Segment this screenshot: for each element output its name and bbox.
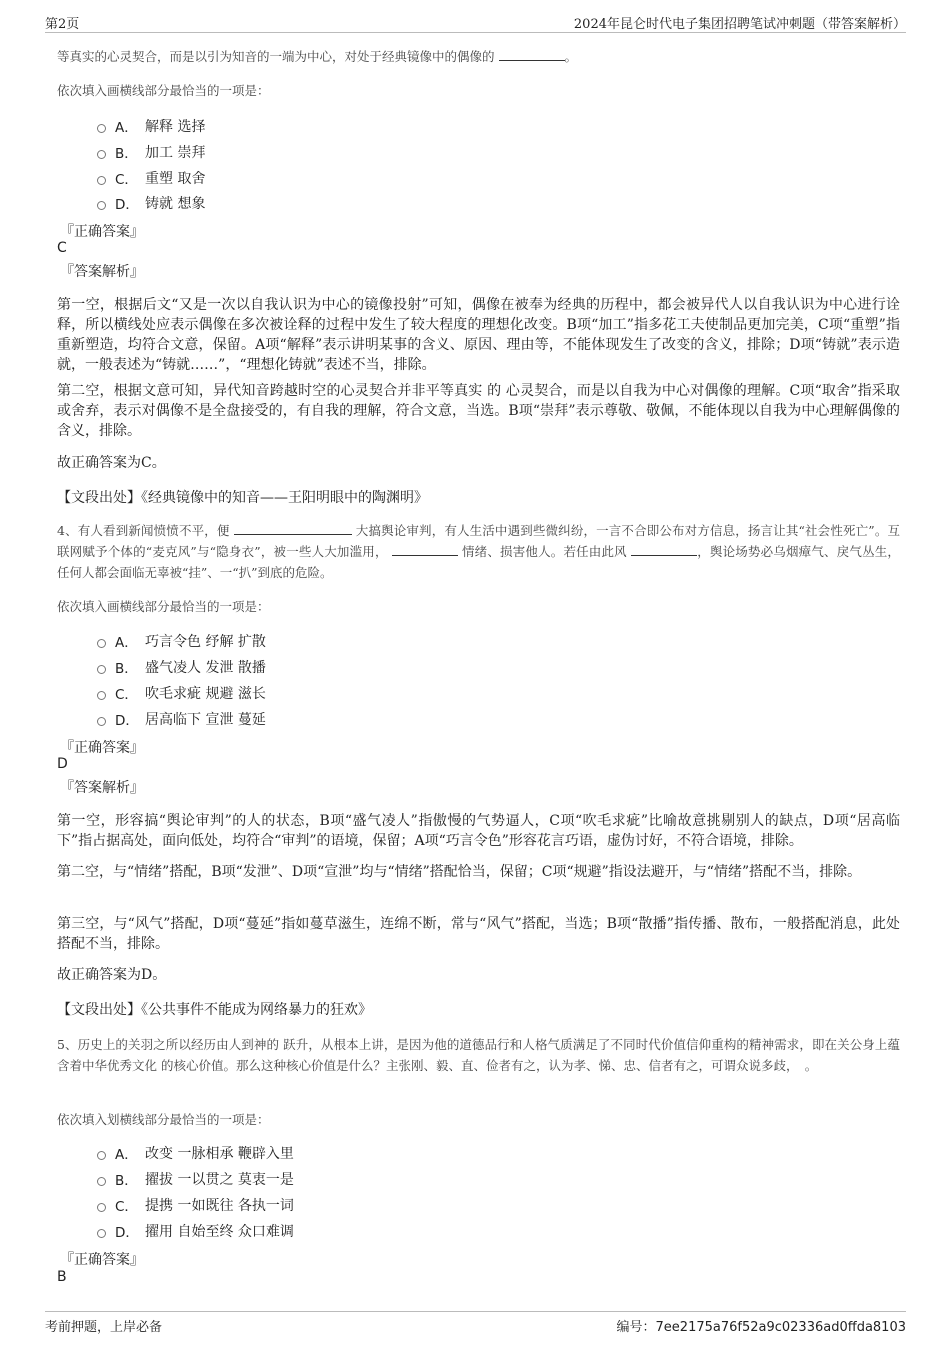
q3-analysis-p2: 第二空，根据文意可知，异代知音跨越时空的心灵契合并非平等真实 的 心灵契合，而是以自我为中心对偶像的理解。C项“取舍”指采取或舍弃，表示对偶像不是全盘接受的，有自我的理解，符合文意，当选。B项“崇拜”表示尊敬、敬佩，不能体现以自我为中心理解偶像的含义，排除。 [57, 383, 900, 439]
page-footer [45, 1311, 906, 1336]
q3-conclusion: 故正确答案为C。 [57, 455, 166, 471]
q3-source: 【文段出处】《经典镜像中的知音——王阳明眼中的陶渊明》 [57, 490, 428, 506]
q4-option-b[interactable]: B． 盛气凌人 发泄 散播 [97, 657, 266, 677]
document-title: 2024年昆仑时代电子集团招聘笔试冲刺题（带答案解析） [573, 17, 906, 32]
q5-answer-label: 『正确答案』 [60, 1252, 144, 1268]
footer-slogan: 考前押题，上岸必备 [45, 1320, 163, 1335]
radio-icon[interactable] [97, 717, 106, 726]
radio-icon[interactable] [97, 1203, 106, 1212]
q4-analysis-p3: 第三空，与“风气”搭配，D项“蔓延”指如蔓草滋生，连绵不断，常与“风气”搭配，当选；B项“散播”指传播、散布，一般搭配消息，此处搭配不当，排除。 [57, 916, 900, 952]
q3-passage-tail: 等真实的心灵契合，而是以引为知音的一端为中心，对处于经典镜像中的偶像的 。 [57, 49, 578, 64]
q5-option-a[interactable]: A． 改变 一脉相承 鞭辟入里 [97, 1143, 294, 1163]
q3-option-c[interactable]: C． 重塑 取舍 [97, 168, 205, 188]
q4-option-d[interactable]: D． 居高临下 宣泄 蔓延 [97, 709, 266, 729]
radio-icon[interactable] [97, 1177, 106, 1186]
q4-passage: 4、有人看到新闻愤愤不平，便 大搞舆论审判，有人生活中遇到些微纠纷，一言不合即公布对方信息，扬言让其“社会性死亡”。互联网赋予个体的“麦克风”与“隐身衣”，被一些人大加滥用， 情绪、损害他人。若任由此风 ，舆论场势必乌烟瘴气、戾气丛生，任何人都会面临无辜被“挂”、一“扒”到底的危险。 [57, 523, 900, 580]
answer-blank [631, 542, 697, 556]
radio-icon[interactable] [97, 176, 106, 185]
q5-prompt: 依次填入划横线部分最恰当的一项是： [57, 1112, 270, 1127]
radio-icon[interactable] [97, 1229, 106, 1238]
page-number: 第2页 [45, 17, 80, 32]
q4-prompt: 依次填入画横线部分最恰当的一项是： [57, 599, 270, 614]
radio-icon[interactable] [97, 665, 106, 674]
radio-icon[interactable] [97, 691, 106, 700]
q4-analysis-p1: 第一空，形容搞“舆论审判”的人的状态，B项“盛气凌人”指傲慢的气势逼人，C项“吹毛求疵”比喻故意挑剔别人的缺点，D项“居高临下”指占据高处，面向低处，均符合“审判”的语境，保留；A项“巧言令色”形容花言巧语，虚伪讨好，不符合语境，排除。 [57, 813, 900, 849]
q3-option-a[interactable]: A． 解释 选择 [97, 116, 205, 136]
radio-icon[interactable] [97, 124, 106, 133]
answer-blank [392, 542, 458, 556]
q5-option-b[interactable]: B． 擢拔 一以贯之 莫衷一是 [97, 1169, 294, 1189]
answer-blank [499, 47, 565, 61]
q4-option-c[interactable]: C． 吹毛求疵 规避 滋长 [97, 683, 266, 703]
radio-icon[interactable] [97, 1151, 106, 1160]
q5-answer: B [57, 1269, 67, 1285]
q3-analysis-p1: 第一空，根据后文“又是一次以自我认识为中心的镜像投射”可知，偶像在被奉为经典的历程中，都会被异代人以自我认识为中心进行诠释，所以横线处应表示偶像在多次被诠释的过程中发生了较大程度的理想化改变。B项“加工”指多花工夫使制品更加完美，C项“重塑”指重新塑造，均符合文意，保留。A项“解释”表示讲明某事的含义、原因、理由等，不能体现发生了改变的含义，排除；D项“铸就”表示造就，一般表述为“铸就……”，“理想化铸就”表述不当，排除。 [57, 297, 900, 373]
q5-option-d[interactable]: D． 擢用 自始至终 众口难调 [97, 1221, 294, 1241]
q3-prompt: 依次填入画横线部分最恰当的一项是： [57, 83, 270, 98]
q4-analysis-p2: 第二空，与“情绪”搭配，B项“发泄”、D项“宣泄”均与“情绪”搭配恰当，保留；C项“规避”指设法避开，与“情绪”搭配不当，排除。 [57, 864, 862, 880]
q3-answer: C [57, 240, 67, 256]
q3-analysis-label: 『答案解析』 [60, 264, 144, 280]
page-header [45, 10, 906, 33]
q4-answer: D [57, 756, 68, 772]
q4-source: 【文段出处】《公共事件不能成为网络暴力的狂欢》 [57, 1002, 372, 1018]
q3-option-b[interactable]: B． 加工 崇拜 [97, 142, 205, 162]
q4-conclusion: 故正确答案为D。 [57, 967, 167, 983]
q3-answer-label: 『正确答案』 [60, 224, 144, 240]
answer-blank [234, 521, 352, 535]
radio-icon[interactable] [97, 150, 106, 159]
document-code: 编号：7ee2175a76f52a9c02336ad0ffda8103 [616, 1320, 906, 1335]
q4-option-a[interactable]: A． 巧言令色 纾解 扩散 [97, 631, 266, 651]
q4-answer-label: 『正确答案』 [60, 740, 144, 756]
q3-option-d[interactable]: D． 铸就 想象 [97, 193, 205, 213]
q5-passage: 5、历史上的关羽之所以经历由人到神的 跃升，从根本上讲，是因为他的道德品行和人格气质满足了不同时代价值信仰重构的精神需求，即在关公身上蕴含着中华优秀文化 的核心价值。那么这种核心价值是什么？主张刚、毅、直、俭者有之，认为孝、悌、忠、信者有之，可谓众说多歧， 。 [57, 1037, 900, 1073]
radio-icon[interactable] [97, 639, 106, 648]
q4-analysis-label: 『答案解析』 [60, 780, 144, 796]
radio-icon[interactable] [97, 201, 106, 210]
q5-option-c[interactable]: C． 提携 一如既往 各执一词 [97, 1195, 294, 1215]
